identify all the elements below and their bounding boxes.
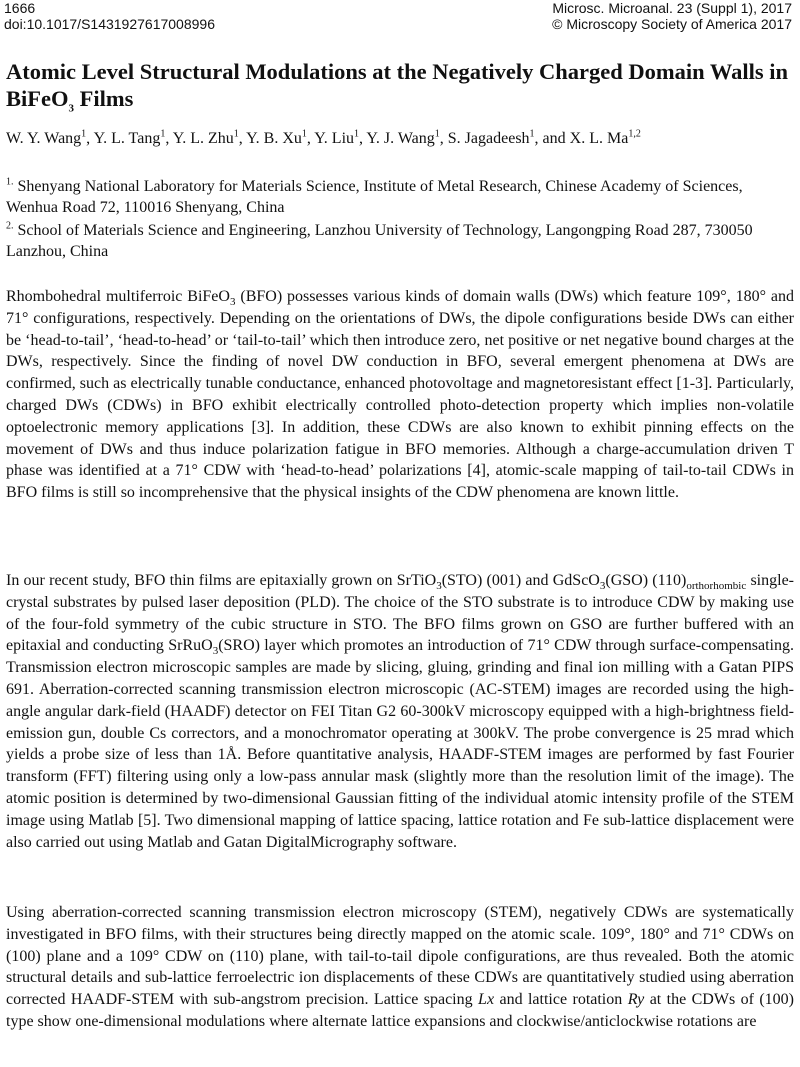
body-paragraph-3: Using aberration-corrected scanning transmission electron microscopy (STEM), negatively CDWs are systematically investigated in BFO films, with their structures being directly mapped on the atomic scale. 109°, 180° and 71° CDWs on (100) plane and a 109° CDW on (110) plane, with tail-to-tail dipole configurations, are thus revealed. Both the atomic structural details and sub-lattice ferroelectric ion displacements of these CDWs are quantitatively studied using aberration corrected HAADF-STEM with sub-angstrom precision. Lattice spacing Lx and lattice rotation Ry at the CDWs of (100) type show one-dimensional modulations where alternate lattice expansions and clockwise/anticlockwise rotations are — [6, 904, 795, 1030]
paper-title: Atomic Level Structural Modulations at the Negatively Charged Domain Walls in BiFeO$_3$ Films — [6, 59, 789, 115]
author: Y. Liu — [314, 130, 355, 147]
doi[interactable]: doi:10.1017/S1431927617008996 — [4, 16, 215, 32]
affiliation-2: $^{2.}$ School of Materials Science and Engineering, Lanzhou University of Technology, Langongping Road 287, 730050 Lanzhou, China — [6, 220, 753, 260]
affiliation-1: $^{1.}$ Shenyang National Laboratory for Materials Science, Institute of Metal Research, Chinese Academy of Sciences, Wenhua Road 72, 110016 Shenyang, China — [6, 176, 743, 216]
body-paragraph-2: In our recent study, BFO thin films are epitaxially grown on SrTiO$_3$(STO) (001) and GdScO$_3$(GSO) $(110)_{orthorhombic}$ single-crystal substrates by pulsed laser deposition (PLD). The choice of the STO substrate is to introduce CDW by making use of the four-fold symmetry of the cubic structure in STO. The BFO films grown on GSO are further buffered with an epitaxial and conducting SrRuO$_3$(SRO) layer which promotes an introduction of 71° CDW through surface-compensating. Transmission electron microscopic samples are made by slicing, gluing, grinding and final ion milling with a Gatan PIPS 691. Aberration-corrected scanning transmission electron microscopic (AC-STEM) images are recorded using the high-angle angular dark-field (HAADF) detector on FEI Titan G2 60-300kV microscopy equipped with a high-brightness field-emission gun, double Cs correctors, and a monochromator operating at 300kV. The probe convergence is 25 mrad which yields a probe size of less than 1Å. Before quantitative analysis, HAADF-STEM images are performed by fast Fourier transform (FFT) filtering using only a low-pass annular mask (slightly more than the resolution limit of the image). The atomic position is determined by two-dimensional Gaussian fitting of the individual atomic intensity profile of the STEM image using Matlab [5]. Two dimensional mapping of lattice spacing, lattice rotation and Fe sub-lattice displacement were also carried out using Matlab and Gatan DigitalMicrography software. — [6, 572, 795, 851]
page-header-left — [4, 0, 215, 32]
body-paragraph-1: Rhombohedral multiferroic BiFeO$_3$ (BFO) possesses various kinds of domain walls (DWs) which feature 109°, 180° and 71° configurations, respectively. Depending on the orientations of DWs, the dipole configurations beside DWs can either be ‘head-to-tail’, ‘head-to-head’ or ‘tail-to-tail’ which then introduce zero, net positive or net negative bound charges at the DWs, respectively. Since the finding of novel DW conduction in BFO, several emergent phenomena at DWs are confirmed, such as electrically tunable conductance, enhanced photovoltage and magnetoresistant effect [1-3]. Particularly, charged DWs (CDWs) in BFO exhibit electrically controlled photo-detection property which implies non-volatile optoelectronic memory applications [3]. In addition, these CDWs are also known to exhibit pinning effects on the movement of DWs and thus induce polarization fatigue in BFO memories. Although a charge-accumulation driven T phase was identified at a 71° CDW with ‘head-to-head’ polarizations [4], atomic-scale mapping of tail-to-tail CDWs in BFO films is still so incomprehensive that the physical insights of the CDW phenomena are known little. — [6, 288, 794, 502]
page-number: 1666 — [4, 0, 36, 16]
author: Y. B. Xu — [246, 130, 302, 147]
author: S. Jagadeesh — [447, 130, 530, 147]
page-header-right — [552, 0, 792, 32]
author: X. L. Ma — [569, 130, 629, 147]
author: Y. L. Zhu — [172, 130, 234, 147]
author-list: W. Y. Wang$^1$, Y. L. Tang$^1$, Y. L. Zhu$^1$, Y. B. Xu$^1$, Y. Liu$^1$, Y. J. Wang$^1$, S. Jagadeesh$^1$, and X. L. Ma$^{1,2}$ — [6, 128, 641, 147]
author: Y. J. Wang — [366, 130, 435, 147]
copyright-notice: © Microscopy Society of America 2017 — [552, 16, 792, 32]
author: Y. L. Tang — [93, 130, 161, 147]
journal-citation: Microsc. Microanal. 23 (Suppl 1), 2017 — [552, 0, 792, 16]
author: W. Y. Wang — [6, 130, 82, 147]
author-conjunction: and — [542, 130, 566, 147]
